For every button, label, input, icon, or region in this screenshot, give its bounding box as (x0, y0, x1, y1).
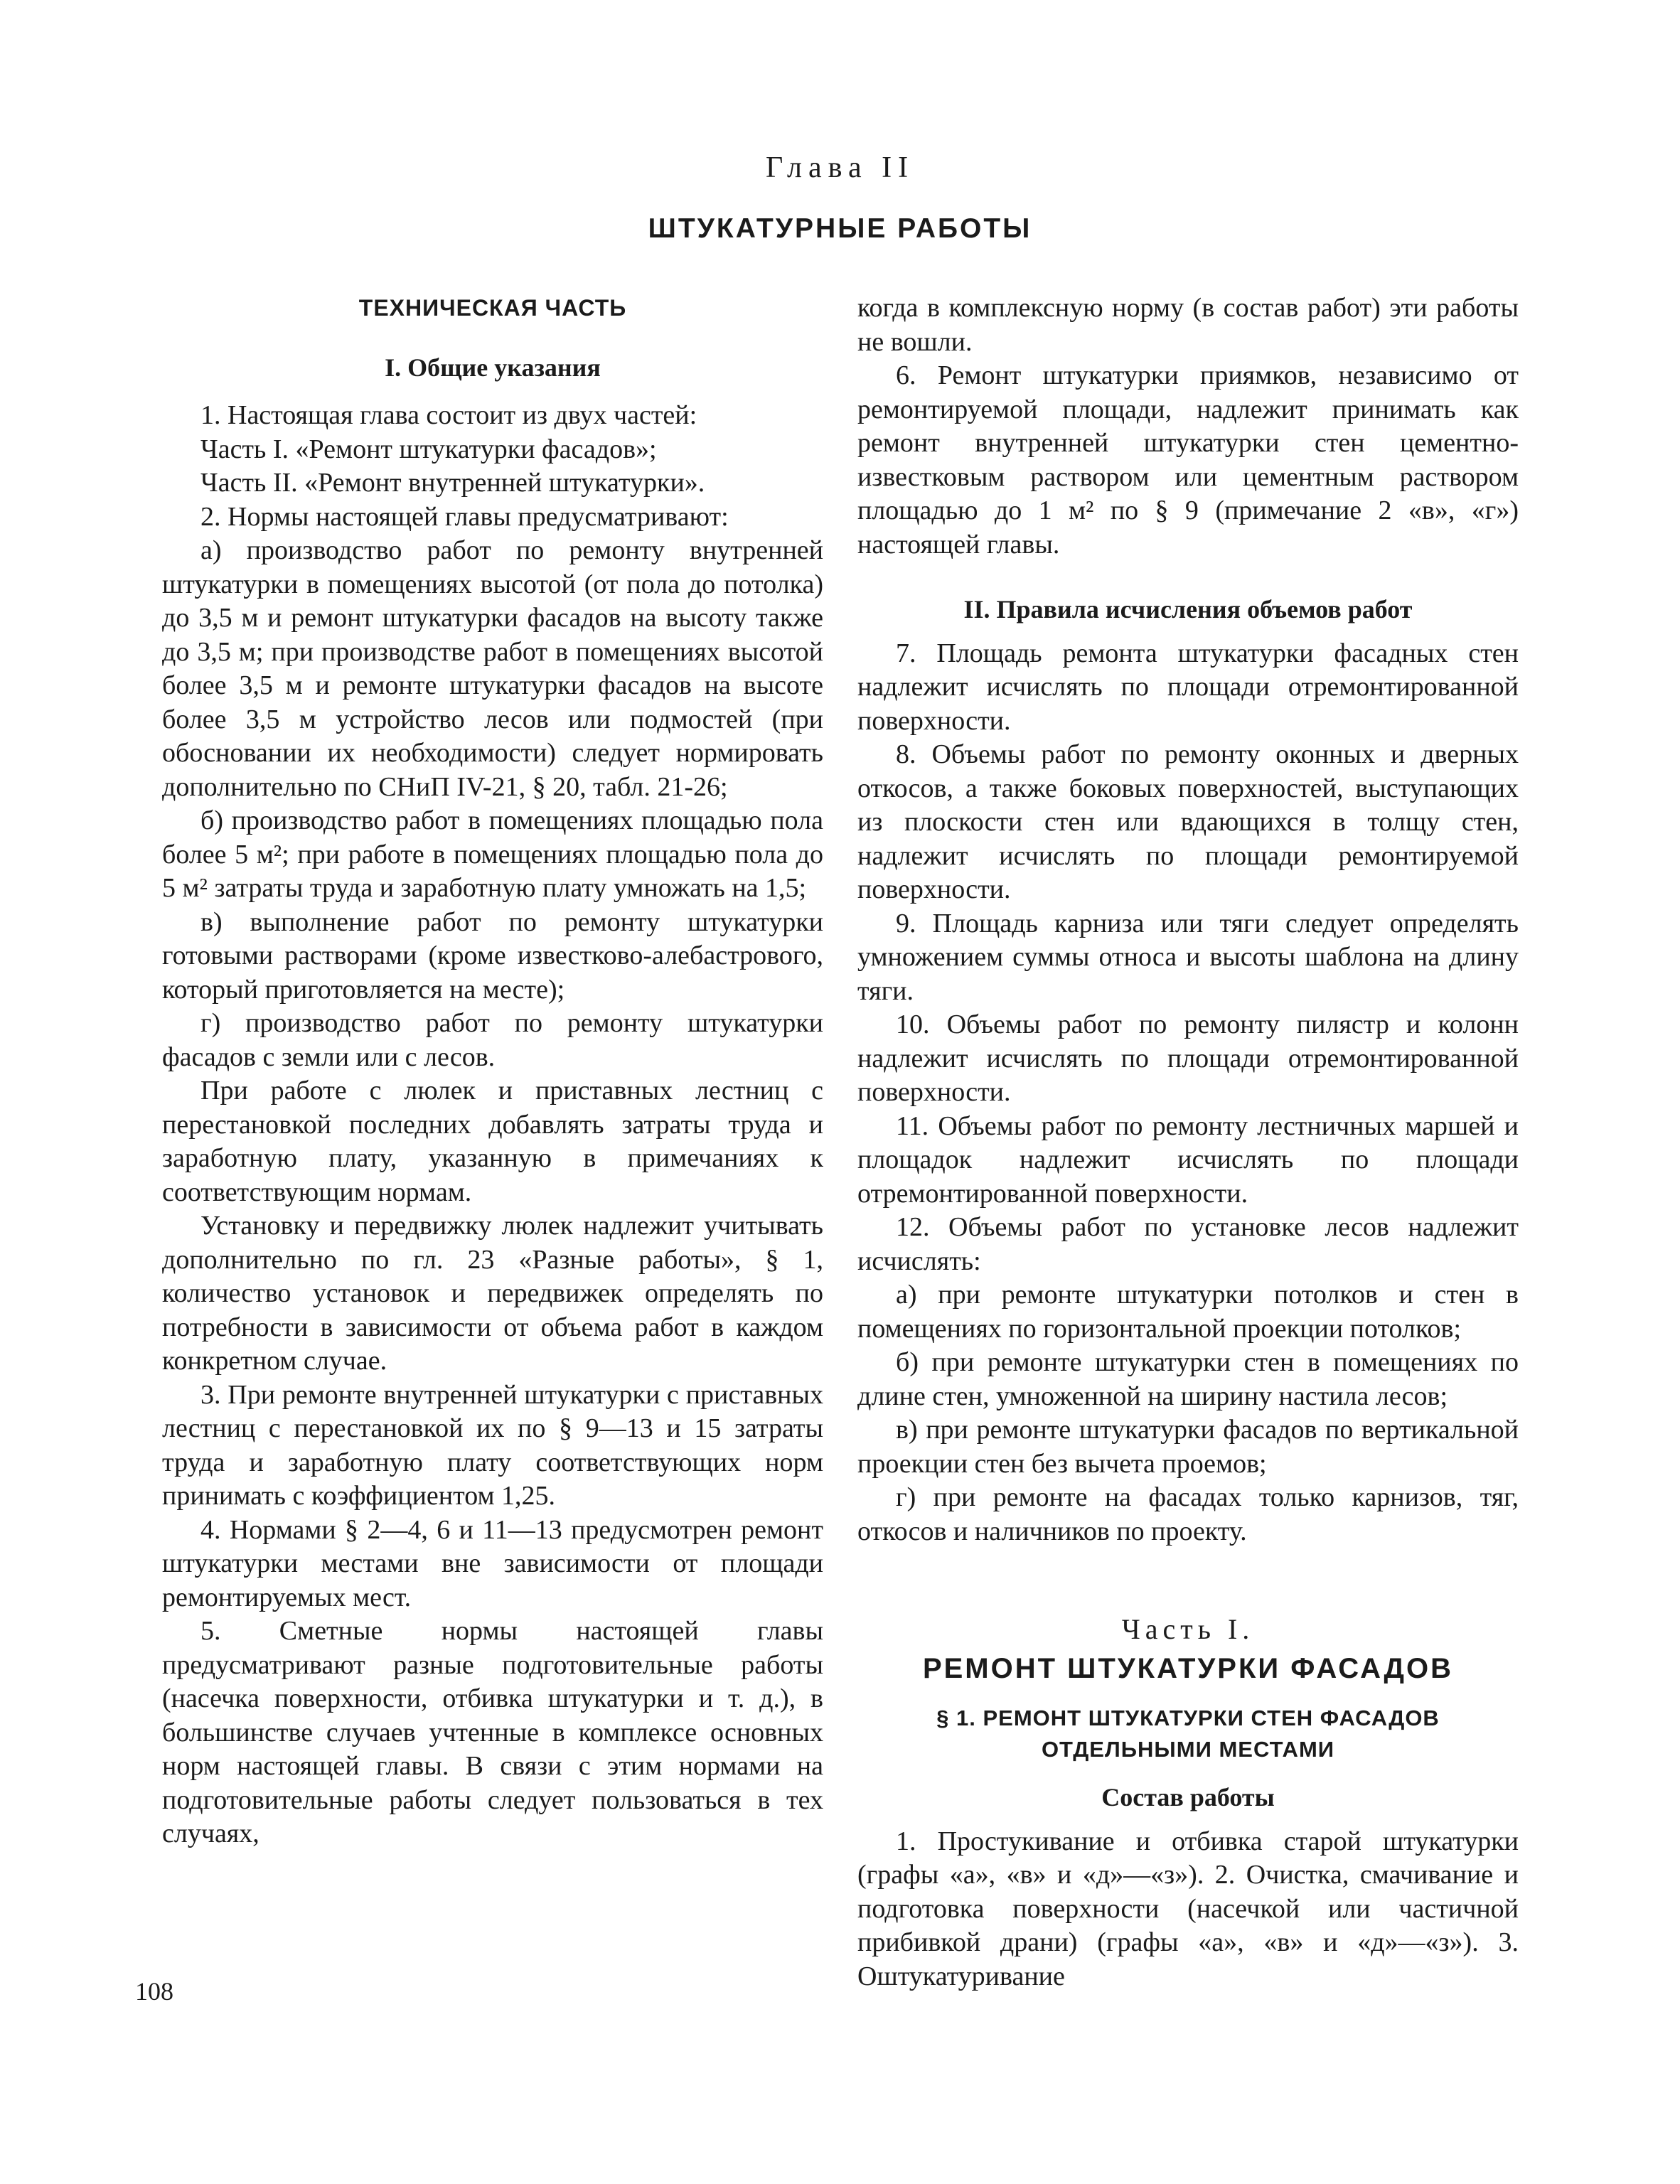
paragraph: 7. Площадь ремонта штукатурки фасадных стен надлежит исчислять по площади отремонтированной поверхности. (857, 638, 1519, 736)
paragraph: б) производство работ в помещениях площадью пола более 5 м²; при работе в помещениях площадью пола до 5 м² затраты труда и заработную плату умножать на 1,5; (162, 805, 823, 903)
work-composition-heading: Состав работы (1101, 1783, 1275, 1811)
paragraph: г) производство работ по ремонту штукатурки фасадов с земли или с лесов. (162, 1008, 823, 1072)
paragraph: 2. Нормы настоящей главы предусматривают: (200, 501, 729, 532)
general-instructions-heading: I. Общие указания (385, 353, 601, 382)
paragraph: Часть I. «Ремонт штукатурки фасадов»; (200, 434, 657, 464)
technical-part-heading: ТЕХНИЧЕСКАЯ ЧАСТЬ (358, 295, 627, 321)
right-column (857, 291, 1519, 1993)
paragraph: а) производство работ по ремонту внутренней штукатурки в помещениях высотой (от пола до потолка) до 3,5 м и ремонт штукатурки фасадов на высоту также до 3,5 м; при производстве работ в помещениях высотой более 3,5 м и ремонте штукатурки фасадов на высоте более 3,5 м устройство лесов или подмостей (при обосновании их необходимости) следует нормировать дополнительно по СНиП IV-21, § 20, табл. 21-26; (162, 535, 823, 802)
paragraph: 11. Объемы работ по ремонту лестничных маршей и площадок надлежит исчислять по площади отремонтированной поверхности. (857, 1110, 1519, 1209)
paragraph: в) выполнение работ по ремонту штукатурки готовыми растворами (кроме известково-алебастрового, который приготовляется на месте); (162, 906, 823, 1005)
paragraph: в) при ремонте штукатурки фасадов по вертикальной проекции стен без вычета проемов; (857, 1415, 1519, 1479)
paragraph: 6. Ремонт штукатурки приямков, независимо от ремонтируемой площади, надлежит принимать как ремонт внутренней штукатурки стен цементно-известковым раствором или цементным раствором площадью до 1 м² по § 9 (примечание 2 «в», «г») настоящей главы. (857, 360, 1519, 560)
paragraph-continuation: когда в комплексную норму (в состав работ) эти работы не вошли. (857, 293, 1519, 357)
chapter-title: ШТУКАТУРНЫЕ РАБОТЫ (648, 213, 1032, 244)
paragraph: 3. При ремонте внутренней штукатурки с приставных лестниц с перестановкой их по § 9—13 и 15 затраты труда и заработную плату соответствующих норм принимать с коэффициентом 1,25. (162, 1379, 823, 1511)
volume-rules-heading: II. Правила исчисления объемов работ (963, 595, 1413, 623)
paragraph: 1. Настоящая глава состоит из двух частей: (200, 400, 697, 430)
paragraph: 9. Площадь карниза или тяги следует определять умножением суммы относа и высоты шаблона на длину тяги. (857, 908, 1519, 1006)
paragraph: б) при ремонте штукатурки стен в помещениях по длине стен, умноженной на ширину настила лесов; (857, 1347, 1519, 1411)
paragraph: 10. Объемы работ по ремонту пилястр и колонн надлежит исчислять по площади отремонтированной поверхности. (857, 1010, 1519, 1107)
paragraph: Часть II. «Ремонт внутренней штукатурки». (200, 468, 705, 498)
paragraph: а) при ремонте штукатурки потолков и стен в помещениях по горизонтальной проекции потолков; (857, 1280, 1519, 1344)
chapter-label: Глава II (765, 151, 915, 184)
work-composition-text: 1. Простукивание и отбивка старой штукатурки (графы «а», «в» и «д»—«з»). 2. Очистка, смачивание и подготовка поверхности (насечкой или частичной прибивкой драни) (графы «а», «в» и «д»—«з»). 3. Оштукатуривание (857, 1826, 1519, 1991)
paragraph: 12. Объемы работ по установке лесов надлежит исчислять: (857, 1212, 1519, 1276)
paragraph: г) при ремонте на фасадах только карнизов, тяг, откосов и наличников по проекту. (857, 1482, 1519, 1546)
paragraph: 4. Нормами § 2—4, 6 и 11—13 предусмотрен ремонт штукатурки местами вне зависимости от площади ремонтируемых мест. (162, 1514, 823, 1612)
left-column (162, 284, 823, 1851)
part-title: РЕМОНТ ШТУКАТУРКИ ФАСАДОВ (922, 1652, 1454, 1684)
paragraph: При работе с люлек и приставных лестниц с перестановкой последних добавлять затраты труда и заработную плату, указанную в примечаниях к соответствующим нормам. (162, 1076, 823, 1207)
part-label: Часть I. (1121, 1613, 1255, 1645)
section-title: § 1. РЕМОНТ ШТУКАТУРКИ СТЕН ФАСАДОВ ОТДЕЛЬНЫМИ МЕСТАМИ (936, 1706, 1440, 1762)
paragraph: 5. Сметные нормы настоящей главы предусматривают разные подготовительные работы (насечка поверхности, отбивка штукатурки и т. д.), в большинстве случаев учтенные в комплексе основных норм настоящей главы. В связи с этим нормами на подготовительные работы следует пользоваться в тех случаях, (162, 1616, 823, 1848)
paragraph: Установку и передвижку люлек надлежит учитывать дополнительно по гл. 23 «Разные работы», § 1, количество установок и передвижек определять по потребности в зависимости от объема работ в каждом конкретном случае. (162, 1211, 823, 1376)
paragraph: 8. Объемы работ по ремонту оконных и дверных откосов, а также боковых поверхностей, выступающих из плоскости стен или вдающихся в толщу стен, надлежит исчислять по площади ремонтируемой поверхности. (857, 739, 1519, 904)
page-number: 108 (135, 1977, 173, 2006)
